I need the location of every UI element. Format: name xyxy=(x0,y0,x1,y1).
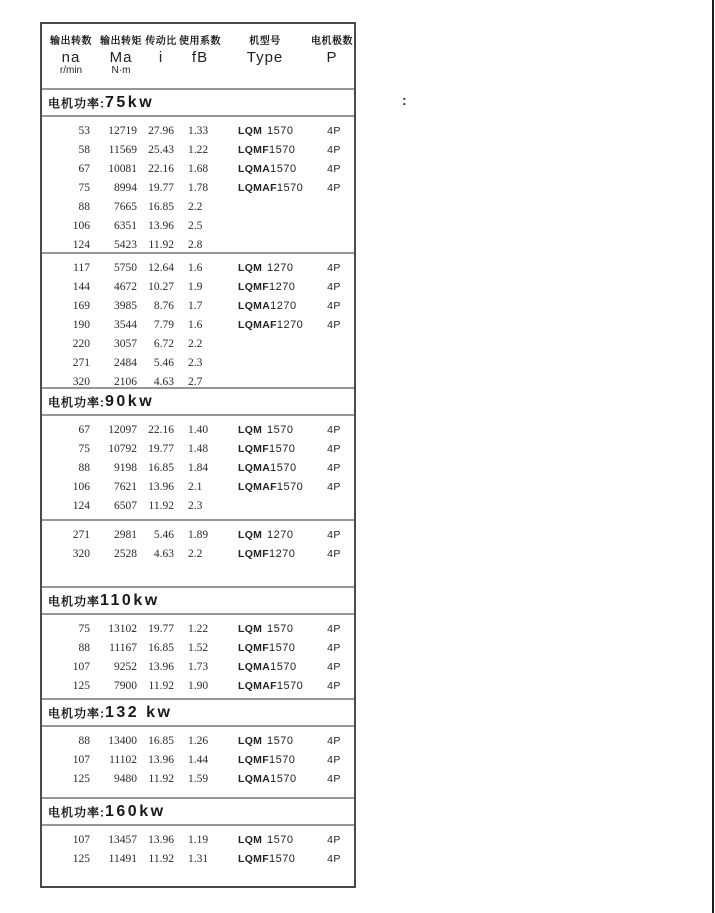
table-row xyxy=(42,160,354,179)
table-row xyxy=(42,732,354,751)
section-title-prefix: 电机功率: xyxy=(48,395,105,410)
section-title-power: 160kw xyxy=(105,802,166,820)
model-name: LQMAF xyxy=(238,318,277,331)
cell-pole-count xyxy=(312,198,356,217)
cell-output-torque: 9252 xyxy=(114,660,137,673)
cell-model-type xyxy=(211,354,312,373)
table-row xyxy=(42,658,354,677)
cell-output-torque: 2484 xyxy=(114,356,137,369)
cell-model-type xyxy=(211,526,312,545)
model-name: LQMA xyxy=(238,162,271,175)
cell-model-type xyxy=(211,658,312,677)
cell-pole-count: 4P xyxy=(327,261,341,274)
table-row xyxy=(42,335,354,354)
gear-motor-spec-table xyxy=(40,22,356,888)
cell-model-type xyxy=(211,440,312,459)
table-row xyxy=(42,770,354,789)
cell-model-type xyxy=(211,620,312,639)
data-block xyxy=(42,416,354,521)
header-col-fb xyxy=(180,37,220,88)
cell-model-type xyxy=(211,732,312,751)
cell-output-torque: 13102 xyxy=(108,622,137,635)
cell-output-torque: 13400 xyxy=(108,734,137,747)
model-size: 1570 xyxy=(268,853,296,865)
table-row xyxy=(42,278,354,297)
cell-output-torque: 12097 xyxy=(108,423,137,436)
cell-service-factor: 1.31 xyxy=(188,853,209,865)
table-row xyxy=(42,122,354,141)
model-name: LQMAF xyxy=(238,679,277,692)
cell-model-type xyxy=(211,179,312,198)
cell-ratio: 5.46 xyxy=(153,356,174,369)
model-size: 1570 xyxy=(267,622,294,635)
cell-ratio: 4.63 xyxy=(153,547,174,560)
model-size: 1570 xyxy=(267,734,294,747)
cell-ratio: 5.46 xyxy=(153,528,174,541)
data-block xyxy=(42,521,354,588)
cell-pole-count: 4P xyxy=(327,834,341,846)
cell-service-factor: 1.84 xyxy=(188,461,209,474)
cell-output-torque: 6507 xyxy=(114,499,137,512)
cell-output-torque: 6351 xyxy=(114,219,137,232)
section-title-power: 110kw xyxy=(100,591,160,609)
model-name: LQM xyxy=(238,528,263,541)
cell-pole-count: 4P xyxy=(327,181,341,194)
cell-pole-count: 4P xyxy=(327,280,341,293)
header-cn-label: 使用系数 xyxy=(179,36,221,47)
table-row xyxy=(42,236,354,255)
cell-ratio: 13.96 xyxy=(148,219,174,232)
cell-output-speed: 58 xyxy=(78,143,90,156)
model-size: 1570 xyxy=(268,143,296,156)
cell-output-speed: 106 xyxy=(72,219,90,232)
header-col-type xyxy=(220,37,310,88)
cell-output-speed: 107 xyxy=(72,660,90,673)
cell-pole-count: 4P xyxy=(327,528,341,541)
cell-model-type xyxy=(211,639,312,658)
cell-output-speed: 169 xyxy=(72,299,90,312)
model-size: 1570 xyxy=(270,772,297,785)
cell-pole-count xyxy=(312,236,356,255)
cell-output-speed: 125 xyxy=(72,853,90,865)
model-size: 1570 xyxy=(270,660,297,673)
cell-model-type xyxy=(211,770,312,789)
cell-ratio: 19.77 xyxy=(148,622,174,635)
cell-pole-count: 4P xyxy=(327,423,341,436)
cell-service-factor: 1.22 xyxy=(188,143,209,156)
table-row xyxy=(42,440,354,459)
model-name: LQMF xyxy=(238,853,269,865)
cell-output-speed: 271 xyxy=(72,356,90,369)
cell-service-factor: 1.26 xyxy=(188,734,209,747)
table-row xyxy=(42,354,354,373)
cell-ratio: 12.64 xyxy=(148,261,174,274)
table-row xyxy=(42,751,354,770)
table-row xyxy=(42,198,354,217)
model-name: LQMF xyxy=(238,442,269,455)
cell-model-type xyxy=(211,335,312,354)
model-name: LQM xyxy=(238,261,263,274)
cell-ratio: 11.92 xyxy=(148,238,174,251)
cell-model-type xyxy=(211,421,312,440)
table-row xyxy=(42,497,354,516)
header-symbol: P xyxy=(326,48,338,66)
cell-pole-count xyxy=(312,354,356,373)
cell-service-factor: 1.44 xyxy=(188,753,209,766)
data-block xyxy=(42,254,354,389)
model-size: 1570 xyxy=(268,641,296,654)
cell-pole-count xyxy=(312,497,356,516)
cell-service-factor: 1.68 xyxy=(188,162,209,175)
table-row xyxy=(42,179,354,198)
header-symbol: Type xyxy=(246,48,284,66)
model-name: LQMA xyxy=(238,660,271,673)
table-row xyxy=(42,316,354,335)
header-col-i xyxy=(142,37,180,88)
header-unit: N·m xyxy=(111,65,131,77)
cell-model-type xyxy=(211,497,312,516)
cell-service-factor: 2.3 xyxy=(188,499,203,512)
cell-ratio: 27.96 xyxy=(148,124,174,137)
model-size: 1270 xyxy=(267,261,294,274)
section-title-75kw xyxy=(42,90,354,117)
cell-output-torque: 7665 xyxy=(114,200,137,213)
data-block xyxy=(42,117,354,254)
cell-output-speed: 75 xyxy=(78,622,90,635)
cell-pole-count: 4P xyxy=(327,660,341,673)
cell-model-type xyxy=(211,122,312,141)
table-row xyxy=(42,620,354,639)
cell-output-speed: 88 xyxy=(78,734,90,747)
table-row xyxy=(42,297,354,316)
model-name: LQMF xyxy=(238,547,269,560)
cell-service-factor: 1.6 xyxy=(188,261,203,274)
cell-output-torque: 7900 xyxy=(114,679,137,692)
model-name: LQMF xyxy=(238,143,269,156)
cell-ratio: 22.16 xyxy=(148,423,174,436)
cell-output-speed: 320 xyxy=(72,375,90,388)
cell-ratio: 11.92 xyxy=(148,679,174,692)
margin-colon-mark: : xyxy=(402,92,407,108)
cell-ratio: 13.96 xyxy=(148,834,174,846)
cell-model-type xyxy=(211,545,312,564)
table-row xyxy=(42,850,354,869)
cell-output-speed: 220 xyxy=(72,337,90,350)
model-name: LQMA xyxy=(238,772,271,785)
cell-output-speed: 117 xyxy=(73,261,90,274)
header-cn-label: 传动比 xyxy=(145,36,177,47)
cell-pole-count xyxy=(312,335,356,354)
cell-service-factor: 1.59 xyxy=(188,772,209,785)
page-right-edge-line xyxy=(712,0,714,913)
cell-service-factor: 2.2 xyxy=(188,200,203,213)
section-title-power: 132 kw xyxy=(105,703,173,721)
data-block xyxy=(42,826,354,886)
cell-output-torque: 5423 xyxy=(114,238,137,251)
cell-ratio: 11.92 xyxy=(148,772,174,785)
model-name: LQM xyxy=(238,834,263,846)
cell-output-speed: 106 xyxy=(72,480,90,493)
cell-model-type xyxy=(211,259,312,278)
cell-ratio: 16.85 xyxy=(148,200,174,213)
cell-ratio: 13.96 xyxy=(148,753,174,766)
cell-output-torque: 9198 xyxy=(114,461,137,474)
cell-output-speed: 88 xyxy=(78,461,90,474)
cell-output-speed: 75 xyxy=(78,442,90,455)
cell-model-type xyxy=(211,236,312,255)
cell-pole-count xyxy=(312,217,356,236)
section-title-prefix: 电机功率: xyxy=(48,805,105,820)
cell-output-torque: 7621 xyxy=(114,480,137,493)
cell-pole-count: 4P xyxy=(327,547,341,560)
model-size: 1570 xyxy=(267,834,294,846)
cell-pole-count: 4P xyxy=(327,318,341,331)
cell-pole-count: 4P xyxy=(327,753,341,766)
cell-model-type xyxy=(211,160,312,179)
cell-ratio: 16.85 xyxy=(148,461,174,474)
cell-ratio: 19.77 xyxy=(148,442,174,455)
model-size: 1570 xyxy=(268,753,296,766)
cell-output-speed: 107 xyxy=(72,834,90,846)
cell-ratio: 4.63 xyxy=(153,375,174,388)
cell-model-type xyxy=(211,198,312,217)
model-name: LQM xyxy=(238,734,263,747)
cell-service-factor: 1.40 xyxy=(188,423,209,436)
cell-output-torque: 11491 xyxy=(108,853,137,865)
cell-service-factor: 1.78 xyxy=(188,181,209,194)
header-symbol: fB xyxy=(191,48,209,66)
model-name: LQMA xyxy=(238,461,271,474)
cell-pole-count: 4P xyxy=(327,734,341,747)
cell-output-speed: 144 xyxy=(72,280,90,293)
cell-pole-count: 4P xyxy=(327,299,341,312)
cell-output-speed: 88 xyxy=(78,200,90,213)
cell-output-speed: 320 xyxy=(72,547,90,560)
cell-output-torque: 8994 xyxy=(114,181,137,194)
model-size: 1270 xyxy=(268,280,296,293)
section-title-90kw xyxy=(42,389,354,416)
cell-output-speed: 75 xyxy=(78,181,90,194)
header-cn-label: 输出转矩 xyxy=(100,36,142,47)
cell-service-factor: 2.2 xyxy=(188,547,203,560)
model-name: LQM xyxy=(238,622,263,635)
cell-service-factor: 1.52 xyxy=(188,641,209,654)
model-size: 1570 xyxy=(268,442,296,455)
cell-service-factor: 2.3 xyxy=(188,356,203,369)
cell-output-torque: 10081 xyxy=(108,162,137,175)
cell-ratio: 13.96 xyxy=(148,660,174,673)
cell-service-factor: 2.7 xyxy=(188,375,203,388)
model-name: LQMF xyxy=(238,280,269,293)
header-symbol: i xyxy=(158,48,164,66)
cell-output-torque: 4672 xyxy=(114,280,137,293)
cell-ratio: 25.43 xyxy=(148,143,174,156)
header-cn-label: 机型号 xyxy=(249,36,281,47)
cell-output-speed: 124 xyxy=(72,238,90,251)
table-row xyxy=(42,141,354,160)
cell-output-speed: 67 xyxy=(78,162,90,175)
cell-pole-count: 4P xyxy=(327,641,341,654)
data-block xyxy=(42,615,354,700)
cell-output-speed: 124 xyxy=(72,499,90,512)
table-row xyxy=(42,526,354,545)
model-size: 1270 xyxy=(267,528,294,541)
cell-pole-count: 4P xyxy=(327,853,341,865)
header-col-na xyxy=(42,37,100,88)
model-size: 1570 xyxy=(267,124,294,137)
model-size: 1570 xyxy=(276,181,304,194)
cell-service-factor: 2.8 xyxy=(188,238,203,251)
cell-output-torque: 2106 xyxy=(114,375,137,388)
cell-pole-count: 4P xyxy=(327,124,341,137)
table-row xyxy=(42,217,354,236)
cell-model-type xyxy=(211,677,312,696)
cell-output-torque: 2981 xyxy=(114,528,137,541)
model-size: 1570 xyxy=(270,162,297,175)
table-header-row xyxy=(42,24,354,90)
table-row xyxy=(42,459,354,478)
cell-model-type xyxy=(211,459,312,478)
cell-output-speed: 190 xyxy=(72,318,90,331)
cell-service-factor: 1.48 xyxy=(188,442,209,455)
table-row xyxy=(42,259,354,278)
section-title-power: 75kw xyxy=(105,93,155,111)
cell-output-speed: 88 xyxy=(78,641,90,654)
section-title-160kw xyxy=(42,799,354,826)
cell-pole-count: 4P xyxy=(327,442,341,455)
cell-service-factor: 1.22 xyxy=(188,622,209,635)
model-name: LQMAF xyxy=(238,181,277,194)
cell-ratio: 13.96 xyxy=(148,480,174,493)
cell-ratio: 16.85 xyxy=(148,641,174,654)
section-title-power: 90kw xyxy=(105,392,155,410)
model-size: 1570 xyxy=(267,423,294,436)
cell-model-type xyxy=(211,850,312,869)
table-row xyxy=(42,639,354,658)
cell-service-factor: 1.89 xyxy=(188,528,209,541)
model-size: 1570 xyxy=(270,461,297,474)
section-title-prefix: 电机功率 xyxy=(48,594,101,609)
cell-service-factor: 1.9 xyxy=(188,280,203,293)
cell-output-speed: 125 xyxy=(72,772,90,785)
cell-pole-count: 4P xyxy=(327,162,341,175)
cell-pole-count: 4P xyxy=(327,143,341,156)
model-name: LQMAF xyxy=(238,480,277,493)
cell-output-torque: 11569 xyxy=(108,143,137,156)
header-cn-label: 输出转数 xyxy=(50,36,92,47)
cell-pole-count: 4P xyxy=(327,679,341,692)
cell-output-speed: 271 xyxy=(72,528,90,541)
cell-service-factor: 1.7 xyxy=(188,299,203,312)
cell-output-torque: 2528 xyxy=(114,547,137,560)
cell-ratio: 8.76 xyxy=(153,299,174,312)
cell-pole-count: 4P xyxy=(327,480,341,493)
cell-ratio: 11.92 xyxy=(148,853,174,865)
cell-output-torque: 3544 xyxy=(114,318,137,331)
cell-ratio: 6.72 xyxy=(153,337,174,350)
cell-output-torque: 3985 xyxy=(114,299,137,312)
cell-ratio: 7.79 xyxy=(153,318,174,331)
model-size: 1270 xyxy=(270,299,297,312)
header-col-ma xyxy=(100,37,142,88)
cell-service-factor: 1.19 xyxy=(188,834,209,846)
cell-service-factor: 2.1 xyxy=(188,480,203,493)
cell-ratio: 10.27 xyxy=(148,280,174,293)
table-row xyxy=(42,478,354,497)
cell-pole-count: 4P xyxy=(327,622,341,635)
section-title-132kw xyxy=(42,700,354,727)
header-unit: r/min xyxy=(59,65,83,77)
cell-pole-count: 4P xyxy=(327,461,341,474)
cell-service-factor: 1.90 xyxy=(188,679,209,692)
model-size: 1570 xyxy=(276,480,304,493)
cell-model-type xyxy=(211,316,312,335)
cell-service-factor: 2.5 xyxy=(188,219,203,232)
model-size: 1270 xyxy=(268,547,296,560)
data-block xyxy=(42,727,354,799)
model-name: LQM xyxy=(238,423,263,436)
header-symbol: na xyxy=(61,48,81,66)
cell-output-torque: 11102 xyxy=(109,753,137,766)
cell-output-speed: 125 xyxy=(72,679,90,692)
model-size: 1570 xyxy=(276,679,304,692)
table-row xyxy=(42,545,354,564)
cell-model-type xyxy=(211,217,312,236)
cell-output-speed: 53 xyxy=(78,124,90,137)
cell-output-speed: 67 xyxy=(78,423,90,436)
section-title-prefix: 电机功率: xyxy=(48,706,105,721)
model-name: LQMF xyxy=(238,753,269,766)
header-cn-label: 电机极数 xyxy=(311,36,353,47)
cell-model-type xyxy=(211,141,312,160)
cell-model-type xyxy=(211,478,312,497)
cell-service-factor: 1.33 xyxy=(188,124,209,137)
table-row xyxy=(42,677,354,696)
cell-output-torque: 3057 xyxy=(114,337,137,350)
header-symbol: Ma xyxy=(109,48,133,66)
cell-ratio: 16.85 xyxy=(148,734,174,747)
section-title-110kw xyxy=(42,588,354,615)
model-size: 1270 xyxy=(276,318,304,331)
model-name: LQMA xyxy=(238,299,271,312)
cell-ratio: 11.92 xyxy=(148,499,174,512)
cell-model-type xyxy=(211,278,312,297)
cell-output-torque: 13457 xyxy=(108,834,137,846)
cell-output-torque: 10792 xyxy=(108,442,137,455)
header-col-p xyxy=(310,37,354,88)
cell-service-factor: 1.73 xyxy=(188,660,209,673)
cell-output-torque: 12719 xyxy=(108,124,137,137)
cell-model-type xyxy=(211,297,312,316)
cell-ratio: 22.16 xyxy=(148,162,174,175)
cell-service-factor: 1.6 xyxy=(188,318,203,331)
cell-output-torque: 5750 xyxy=(114,261,137,274)
cell-model-type xyxy=(211,751,312,770)
cell-pole-count: 4P xyxy=(327,772,341,785)
cell-ratio: 19.77 xyxy=(148,181,174,194)
cell-output-torque: 9480 xyxy=(114,772,137,785)
model-name: LQM xyxy=(238,124,263,137)
section-title-prefix: 电机功率: xyxy=(48,96,105,111)
cell-output-speed: 107 xyxy=(72,753,90,766)
cell-output-torque: 11167 xyxy=(109,641,137,654)
cell-service-factor: 2.2 xyxy=(188,337,203,350)
cell-model-type xyxy=(211,831,312,850)
model-name: LQMF xyxy=(238,641,269,654)
table-row xyxy=(42,831,354,850)
table-row xyxy=(42,421,354,440)
